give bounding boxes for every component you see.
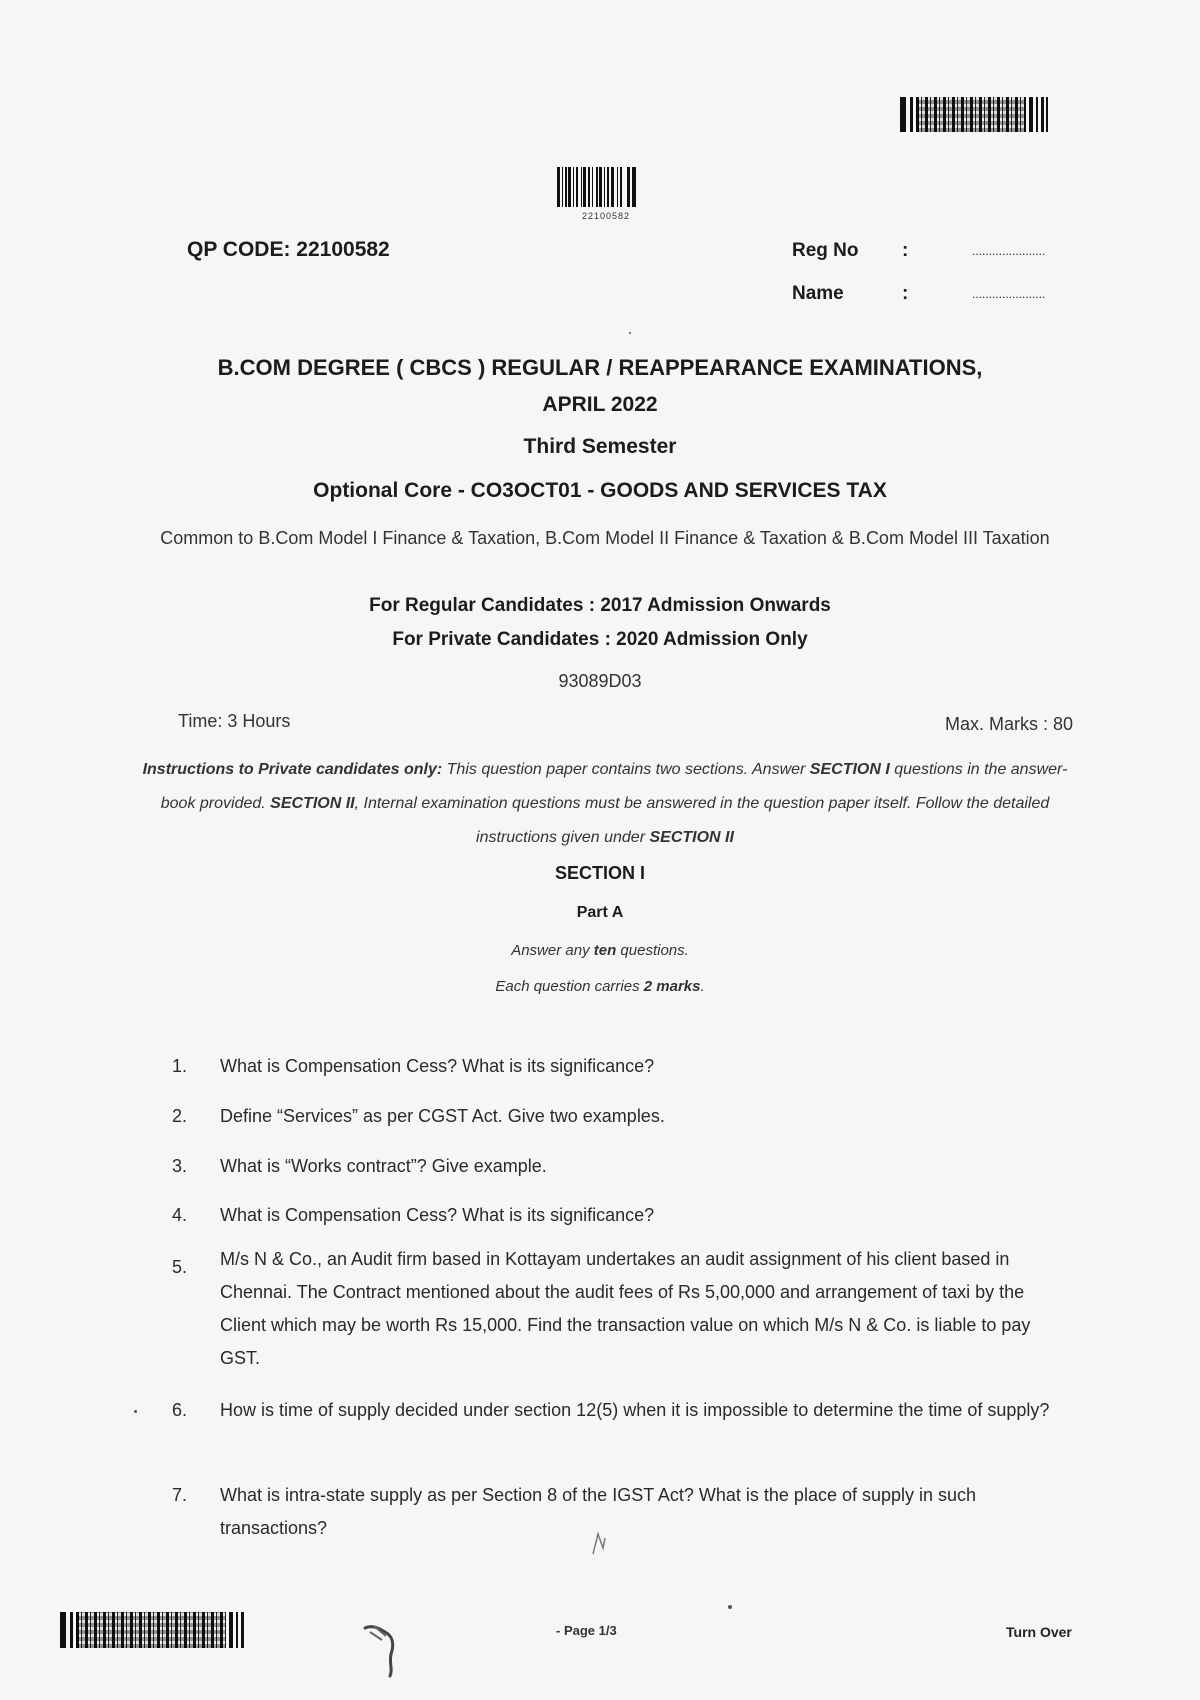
section-heading: SECTION I <box>554 863 645 883</box>
center-barcode <box>557 167 636 207</box>
reg-no-blank: ...................... <box>972 244 1046 258</box>
instructions-section-1: SECTION I <box>809 761 890 778</box>
question-item <box>172 1100 1072 1133</box>
question-number: 5. <box>172 1257 188 1277</box>
instructions-text-1: This question paper contains two sections. Answer <box>442 761 810 778</box>
turn-over: Turn Over <box>1006 1624 1072 1640</box>
question-number: 3. <box>172 1156 188 1176</box>
question-text: What is intra-state supply as per Section 8 of the IGST Act? What is the place of supply in such transactions? <box>220 1485 977 1538</box>
instructions-text-2: questions in the answer-book provided. <box>160 761 1068 812</box>
answer-post: questions. <box>616 942 689 959</box>
question-number: 6. <box>172 1400 188 1420</box>
ink-speck <box>134 1410 137 1413</box>
name-row <box>792 283 1045 305</box>
question-text: What is Compensation Cess? What is its significance? <box>220 1056 655 1076</box>
max-marks: Max. Marks : 80 <box>944 714 1073 734</box>
question-text: What is Compensation Cess? What is its significance? <box>220 1205 655 1225</box>
question-text: M/s N & Co., an Audit firm based in Kottayam undertakes an audit assignment of his client based in Chennai. The Contract mentioned about the audit fees of Rs 5,00,000 and arrangement of taxi by the Client which may be worth Rs 15,000. Find the transaction value on which M/s N & Co. is liable to pay GST. <box>220 1249 1031 1368</box>
carries-pre: Each question carries <box>495 978 644 995</box>
question-number: 7. <box>172 1485 188 1505</box>
answer-instruction <box>0 942 1200 959</box>
pen-tick <box>590 1530 608 1556</box>
name-blank: ...................... <box>972 287 1046 301</box>
instructions-section-3: SECTION II <box>649 829 734 846</box>
barcode-caption: 22100582 <box>582 211 631 221</box>
instructions <box>140 753 1070 855</box>
paper-code: 93089D03 <box>558 671 642 691</box>
qp-code: QP CODE: 22100582 <box>187 238 390 261</box>
bottom-left-barcode <box>60 1612 244 1648</box>
marks-instruction <box>0 978 1200 995</box>
ink-speck <box>728 1605 732 1609</box>
question-item <box>172 1199 1072 1232</box>
instructions-lead: Instructions to Private candidates only: <box>142 761 443 778</box>
name-label: Name <box>792 283 844 304</box>
course-title: Optional Core - CO3OCT01 - GOODS AND SERVICES TAX <box>313 479 887 502</box>
question-text: What is “Works contract”? Give example. <box>220 1156 547 1176</box>
part-heading: Part A <box>576 904 624 921</box>
reg-no-colon: : <box>902 240 909 261</box>
answer-count: ten <box>593 942 617 959</box>
time-allowed: Time: 3 Hours <box>178 711 291 731</box>
private-candidates: For Private Candidates : 2020 Admission Only <box>392 629 808 650</box>
reg-no-row <box>792 240 1045 262</box>
semester: Third Semester <box>523 435 677 458</box>
question-text: Define “Services” as per CGST Act. Give two examples. <box>220 1106 665 1126</box>
reg-no-label: Reg No <box>792 240 859 261</box>
top-right-barcode <box>900 97 1048 132</box>
question-number: 2. <box>172 1106 188 1126</box>
question-item <box>172 1394 1072 1427</box>
question-number: 1. <box>172 1056 188 1076</box>
answer-pre: Answer any <box>511 942 594 959</box>
question-text: How is time of supply decided under section 12(5) when it is impossible to determine the time of supply? <box>220 1400 1050 1420</box>
page-number: - Page 1/3 <box>556 1623 617 1638</box>
pen-scribble <box>360 1620 410 1680</box>
ink-speck <box>629 332 631 334</box>
question-number: 4. <box>172 1205 188 1225</box>
common-to: Common to B.Com Model I Finance & Taxation, B.Com Model II Finance & Taxation & B.Com Model III Taxation <box>160 528 1050 548</box>
instructions-section-2: SECTION II <box>270 795 355 812</box>
question-item <box>172 1050 1072 1083</box>
question-item <box>172 1150 1072 1183</box>
question-item <box>172 1243 1072 1375</box>
name-colon: : <box>902 283 909 304</box>
exam-month: APRIL 2022 <box>542 393 658 416</box>
exam-title: B.COM DEGREE ( CBCS ) REGULAR / REAPPEARANCE EXAMINATIONS, <box>217 355 983 380</box>
regular-candidates: For Regular Candidates : 2017 Admission Onwards <box>369 595 831 616</box>
carries-marks: 2 marks <box>643 978 701 995</box>
instructions-text-3: , Internal examination questions must be answered in the question paper itself. Follow the detailed instructions given under <box>354 795 1050 846</box>
carries-post: . <box>700 978 705 995</box>
question-item <box>172 1479 1072 1545</box>
